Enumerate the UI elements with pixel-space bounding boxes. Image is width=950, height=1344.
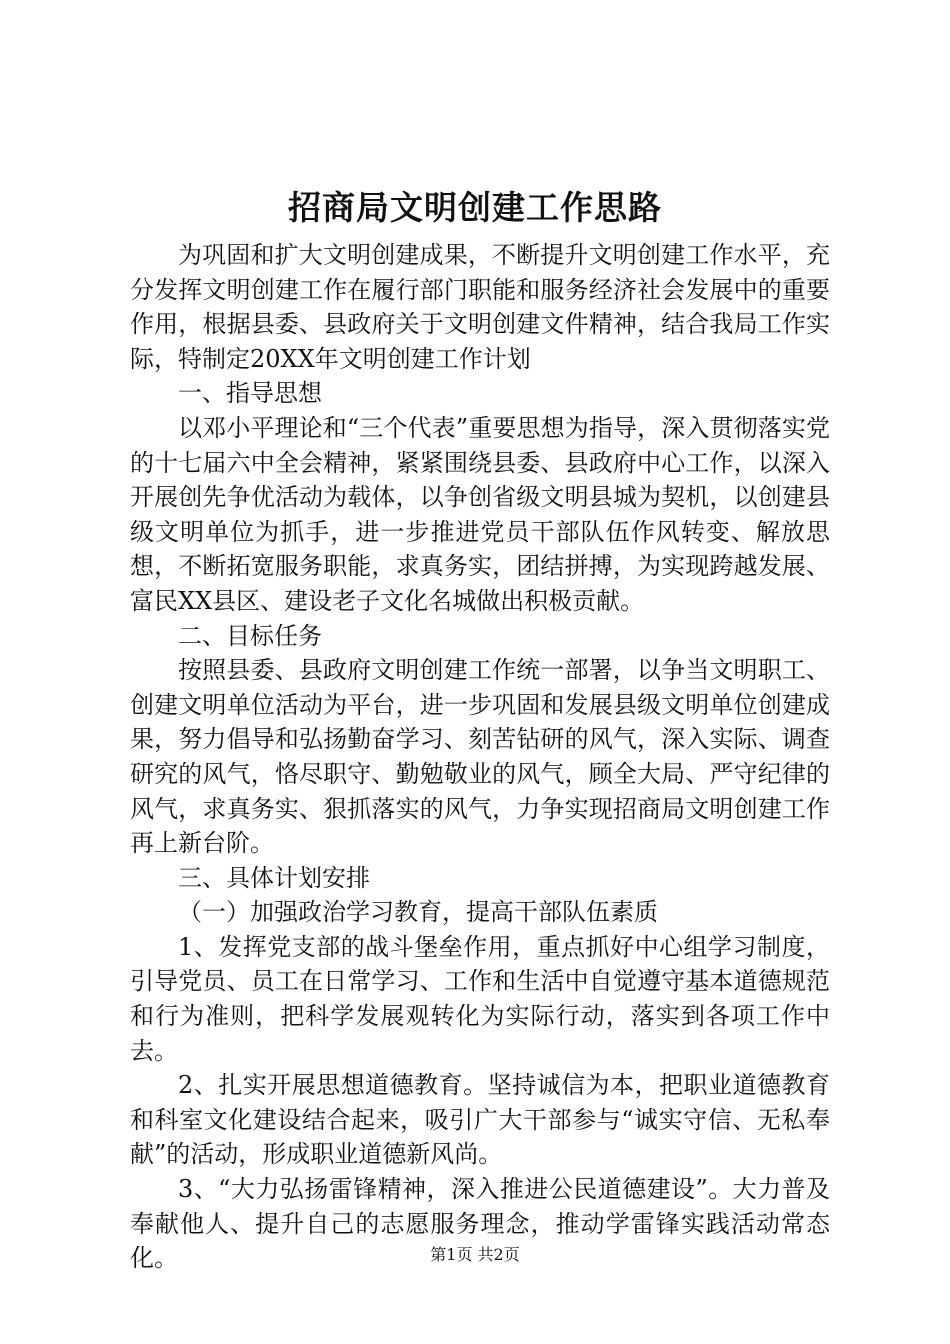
heading-guiding-ideology: 一、指导思想 xyxy=(178,379,322,408)
paragraph-item-1: 1、发挥党支部的战斗堡垒作用，重点抓好中心组学习制度，引导党员、员工在日常学习、工作和生活中自觉遵守基本道德规范和行为准则，把科学发展观转化为实际行动，落实到各项工作中去。 xyxy=(130,932,830,1065)
heading-specific-plan: 三、具体计划安排 xyxy=(178,863,370,892)
document-title: 招商局文明创建工作思路 xyxy=(288,188,662,227)
heading-goals-tasks: 二、目标任务 xyxy=(178,621,322,650)
paragraph-item-2: 2、扎实开展思想道德教育。坚持诚信为本，把职业道德教育和科室文化建设结合起来，吸引广大干部参与“诚实守信、无私奉献”的活动，形成职业道德新风尚。 xyxy=(130,1071,830,1169)
paragraph-guiding-ideology: 以邓小平理论和“三个代表”重要思想为指导，深入贯彻落实党的十七届六中全会精神，紧紧围绕县委、县政府中心工作，以深入开展创先争优活动为载体，以争创省级文明县城为契机，以创建县级文明单位为抓手，进一步推进党员干部队伍作风转变、解放思想，不断拓宽服务职能，求真务实，团结拼搏，为实现跨越发展、富民XX县区、建设老子文化名城做出积极贡献。 xyxy=(130,413,830,615)
paragraph-item-3: 3、“大力弘扬雷锋精神，深入推进公民道德建设”。大力普及奉献他人、提升自己的志愿服务理念，推动学雷锋实践活动常态化。 xyxy=(130,1175,830,1273)
subheading-political-study: （一）加强政治学习教育，提高干部队伍素质 xyxy=(178,898,658,927)
page-footer: 第1页 共2页 xyxy=(430,1245,520,1264)
paragraph-intro: 为巩固和扩大文明创建成果，不断提升文明创建工作水平，充分发挥文明创建工作在履行部门职能和服务经济社会发展中的重要作用，根据县委、县政府关于文明创建文件精神，结合我局工作实际，特制定20XX年文明创建工作计划 xyxy=(130,241,830,373)
paragraph-goals-tasks: 按照县委、县政府文明创建工作统一部署，以争当文明职工、创建文明单位活动为平台，进一步巩固和发展县级文明单位创建成果，努力倡导和弘扬勤奋学习、刻苦钻研的风气，深入实际、调查研究的风气，恪尽职守、勤勉敬业的风气，顾全大局、严守纪律的风气，求真务实、狠抓落实的风气，力争实现招商局文明创建工作再上新台阶。 xyxy=(130,656,830,858)
document-body xyxy=(130,238,830,1276)
